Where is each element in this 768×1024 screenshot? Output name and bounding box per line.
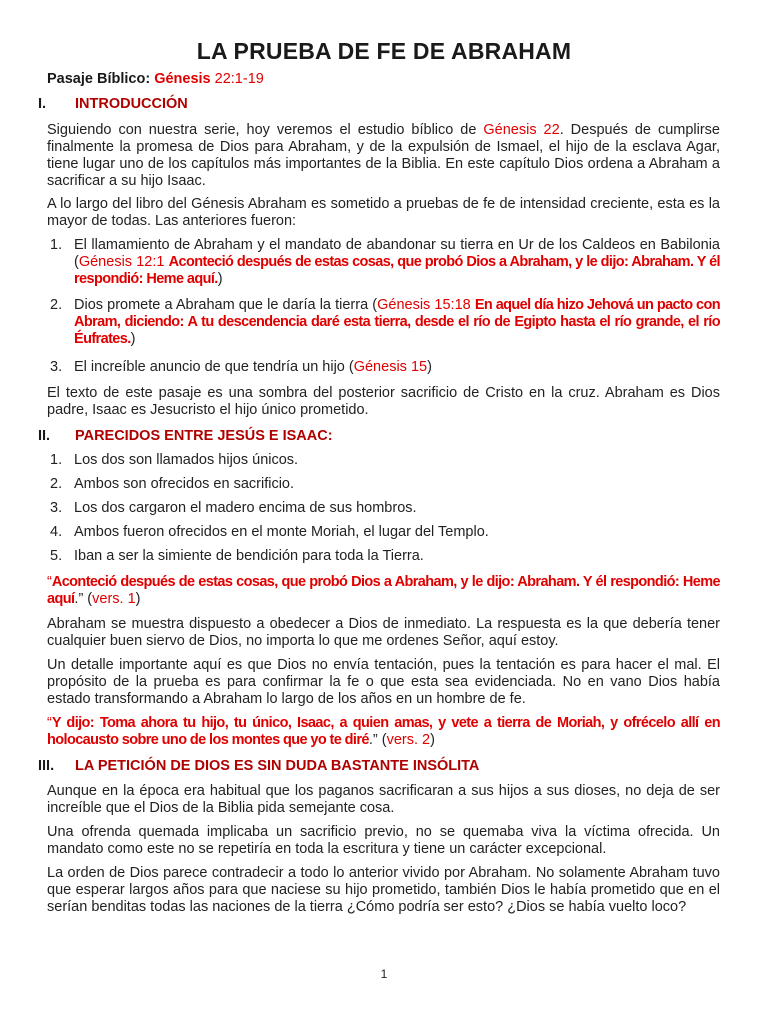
text-run: ) — [135, 591, 141, 607]
list-text: Iban a ser la simiente de bendición para toda la Tierra. — [74, 548, 424, 564]
list-item — [47, 297, 720, 348]
quote-mark: “ — [47, 574, 52, 590]
text-run: ) — [217, 271, 223, 287]
list-item — [47, 500, 720, 517]
text-run: Dios promete a Abraham que le daría la tierra ( — [74, 297, 378, 313]
text-run: Siguiendo con nuestra serie, hoy veremos el estudio bíblico de — [47, 122, 484, 138]
list-number: 4. — [50, 524, 63, 540]
body-paragraph: Un detalle importante aquí es que Dios no envía tentación, pues la tentación es para hacer el mal. El propósito de la prueba es para confirmar la fe o que esta sea evidenciada. No en vano Dios había estado transformando a Abraham lo largo de los años en un hombre de fe. — [47, 657, 720, 707]
list-text: Ambos fueron ofrecidos en el monte Moriah, el lugar del Templo. — [74, 524, 489, 540]
intro-paragraph-3: El texto de este pasaje es una sombra del posterior sacrificio de Cristo en la cruz. Abraham es Dios padre, Isaac es Jesucristo el hijo único prometido. — [47, 385, 720, 418]
list-item — [47, 524, 720, 541]
list-number: 3. — [50, 359, 63, 375]
bible-reference: Génesis 15 — [353, 359, 428, 375]
list-text — [74, 237, 720, 288]
text-run: .” ( — [368, 732, 387, 748]
list-text: Los dos son llamados hijos únicos. — [74, 452, 299, 468]
passage-verses: 22:1-19 — [214, 71, 264, 87]
section-heading-1 — [38, 96, 188, 112]
list-item — [47, 237, 720, 288]
passage-label: Pasaje Bíblico: — [47, 71, 151, 87]
list-item — [47, 548, 720, 565]
scripture-quote: En aquel día hizo Jehová un pacto con Abram, diciendo: A tu descendencia daré esta tierra, desde el río de Egipto hasta el río grande, el río Éufrates. — [74, 297, 720, 347]
bible-reference: Génesis 15:18 — [377, 297, 471, 313]
list-number: 1. — [50, 237, 63, 253]
scripture-quote: Aconteció después de estas cosas, que probó Dios a Abraham, y le dijo: Abraham. Y él respondió: Heme aquí — [47, 574, 720, 607]
list-number: 3. — [50, 500, 63, 516]
bible-reference: Génesis 22 — [483, 122, 560, 138]
bible-reference: vers. 2 — [386, 732, 431, 748]
scripture-quote: Y dijo: Toma ahora tu hijo, tu único, Isaac, a quien amas, y vete a tierra de Moriah, y ofrécelo allí en holocausto sobre uno de los montes que yo te diré — [47, 715, 720, 748]
list-number: 1. — [50, 452, 63, 468]
text-run: ) — [130, 331, 136, 347]
body-paragraph: Abraham se muestra dispuesto a obedecer a Dios de inmediato. La respuesta es la que debería tener cualquier buen siervo de Dios, no importa lo que me ordenes Señor, aquí estoy. — [47, 616, 720, 649]
list-item — [47, 359, 720, 376]
text-run: ) — [427, 359, 432, 375]
scripture-quote-block-1 — [47, 574, 720, 608]
bible-reference: vers. 1 — [92, 591, 136, 607]
section-number: III. — [38, 758, 55, 774]
scripture-quote-block-2 — [47, 715, 720, 749]
section-heading-2 — [38, 428, 333, 444]
body-paragraph: Aunque en la época era habitual que los paganos sacrificaran a sus hijos a sus dioses, no deja de ser increíble que el Dios de la Biblia pida semejante cosa. — [47, 783, 720, 816]
section-title: INTRODUCCIÓN — [75, 96, 188, 112]
list-text: Los dos cargaron el madero encima de sus hombros. — [74, 500, 417, 516]
section-heading-3 — [38, 758, 479, 774]
list-text: Ambos son ofrecidos en sacrificio. — [74, 476, 295, 492]
text-run: ) — [430, 732, 435, 748]
list-number: 2. — [50, 476, 63, 492]
text-run: El increíble anuncio de que tendría un hijo ( — [74, 359, 354, 375]
bible-reference: Génesis 12:1 — [78, 254, 165, 270]
page-number: 1 — [380, 967, 388, 981]
section-title: PARECIDOS ENTRE JESÚS E ISAAC: — [75, 428, 333, 444]
passage-book: Génesis — [154, 71, 211, 87]
section-title: LA PETICIÓN DE DIOS ES SIN DUDA BASTANTE INSÓLITA — [75, 758, 480, 774]
page-title: LA PRUEBA DE FE DE ABRAHAM — [196, 38, 572, 64]
passage-line — [47, 71, 264, 87]
list-text — [74, 297, 720, 348]
text-run: El llamamiento de Abraham y el mandato de abandonar su tierra en Ur de los Caldeos en Babilonia ( — [74, 237, 720, 270]
body-paragraph: La orden de Dios parece contradecir a todo lo anterior vivido por Abraham. No solamente Abraham tuvo que esperar largos años para que naciese su hijo prometido, también Dios le había prometido que en el serían benditas todas las naciones de la tierra ¿Cómo podría ser esto? ¿Dios se había vuelto loco? — [47, 865, 720, 915]
text-run: .” ( — [74, 591, 93, 607]
intro-paragraph-2: A lo largo del libro del Génesis Abraham es sometido a pruebas de fe de intensidad creciente, esta es la mayor de todas. Las anteriores fueron: — [47, 196, 720, 229]
quote-mark: “ — [47, 715, 52, 731]
list-number: 5. — [50, 548, 63, 564]
scripture-quote: Aconteció después de estas cosas, que probó Dios a Abraham, y le dijo: Abraham. Y él respondió: Heme aquí. — [74, 254, 720, 287]
body-paragraph: Una ofrenda quemada implicaba un sacrificio previo, no se quemaba viva la víctima ofrecida. Un mandato como este no se repetiría en toda la escritura y tiene un carácter excepcional. — [47, 824, 720, 857]
text-run: . Después de cumplirse finalmente la promesa de Dios para Abraham, y de la expulsión de Ismael, el hijo de la esclava Agar, tiene lugar uno de los capítulos más importantes de la Biblia. En este capítulo Dios ordena a Abraham a sacrificar a su hijo Isaac. — [47, 122, 721, 189]
section-number: I. — [38, 96, 47, 112]
intro-paragraph-1 — [47, 122, 720, 190]
section-number: II. — [38, 428, 51, 444]
list-text — [74, 359, 720, 376]
list-item — [47, 476, 720, 493]
list-item — [47, 452, 720, 469]
list-number: 2. — [50, 297, 63, 313]
